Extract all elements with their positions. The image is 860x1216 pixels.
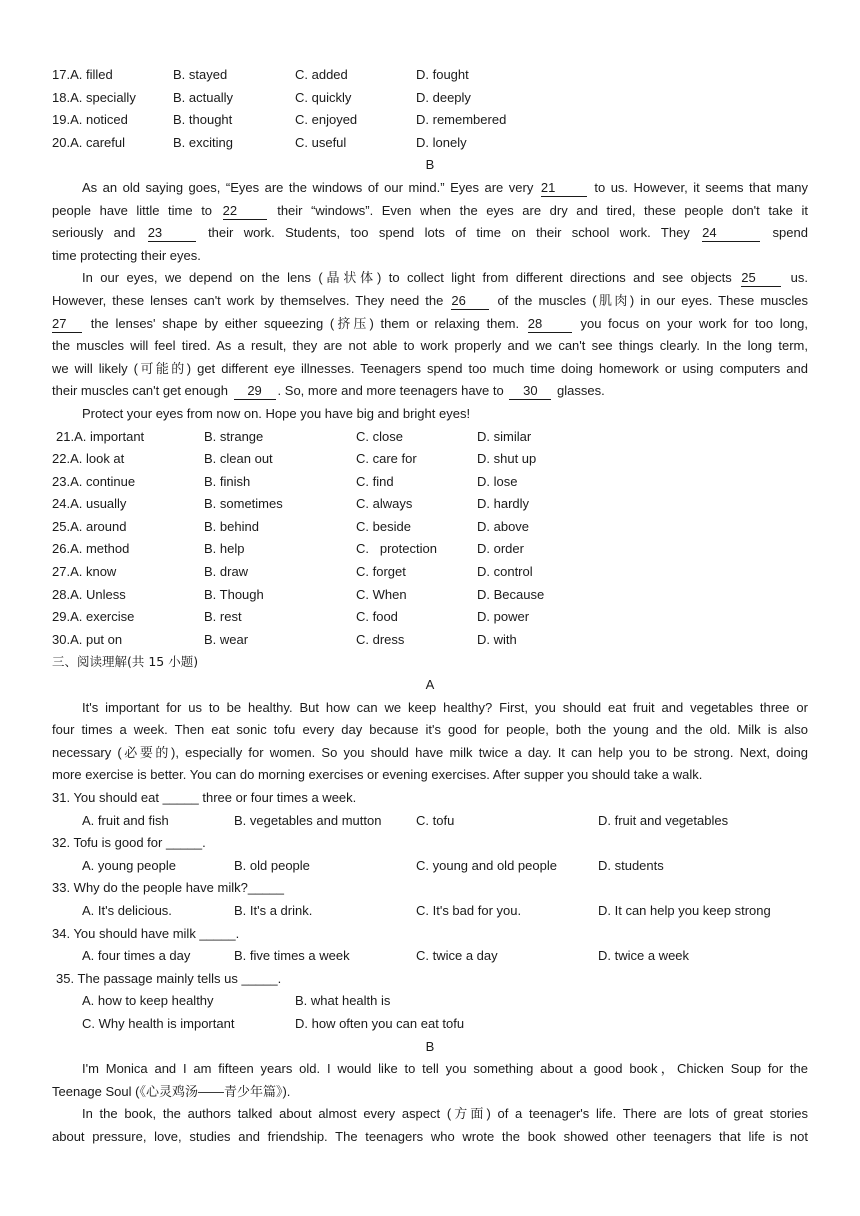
passage-line: about pressure, love, studies and friendship. The teenagers who wrote the book showed other teenagers that life is not [52,1128,808,1144]
passage-line: I'm Monica and I am fifteen years old. I would like to tell you something about a good book，Chicken Soup for the [82,1061,808,1077]
answer-blank: 24 [702,225,760,242]
option-row: 25.A. around B. behind C. beside D. above [52,518,530,534]
passage-line: However, these lenses can't work by themselves. They need the 26 of the muscles (肌肉) in our eyes. These muscles [52,292,808,308]
answer-blank: 25 [741,270,781,287]
passage-line: the muscles will feel tired. As a result, they are not able to work properly and we can't see things clearly. In the long term, [52,338,808,354]
passage-line: their muscles can't get enough 29 . So, more and more teenagers have to 30 glasses. [52,383,605,399]
passage-line: It's important for us to be healthy. But how can we keep healthy? First, you should eat fruit and vegetables three or [82,699,808,715]
passage-line: we will likely (可能的) get different eye illnesses. Teenagers spend too much time doing homework or using computers and [52,360,808,376]
passage-line: Teenage Soul (《心灵鸡汤——青少年篇》). [52,1083,291,1099]
passage-line: more exercise is better. You can do morning exercises or evening exercises. After supper you should take a walk. [52,767,703,783]
answer-blank: 28 [528,316,572,333]
option-row: A. fruit and fish B. vegetables and mutton C. tofu D. fruit and vegetables [82,812,729,828]
option-row: 20.A. careful B. exciting C. useful D. lonely [52,134,467,150]
option-row: A. young people B. old people C. young and old people D. students [82,857,664,873]
option-row: 24.A. usually B. sometimes C. always D. hardly [52,496,530,512]
answer-blank: 30 [509,383,551,400]
option-row: 18.A. specially B. actually C. quickly D. deeply [52,89,471,105]
answer-blank: 21 [541,180,587,197]
option-row: 19.A. noticed B. thought C. enjoyed D. remembered [52,112,507,128]
question: 32. Tofu is good for _____. [52,835,206,851]
answer-blank: 27 [52,316,82,333]
passage-line: time protecting their eyes. [52,247,201,263]
passage-line: Protect your eyes from now on. Hope you have big and bright eyes! [82,405,471,421]
option-row: A. It's delicious. B. It's a drink. C. It's bad for you. D. It can help you keep strong [82,902,771,918]
passage-line: As an old saying goes, “Eyes are the windows of our mind.” Eyes are very 21 to us. However, it seems that many [82,179,809,195]
exam-page [52,64,808,1149]
option-row: A. how to keep healthy B. what health is [82,993,391,1009]
question: 35. The passage mainly tells us _____. [56,970,282,986]
answer-blank: 23 [148,225,196,242]
passage-line: four times a week. Then eat sonic tofu every day because it's good for people, both the young and the old. Milk is also [52,722,808,738]
answer-blank: 22 [223,203,267,220]
option-row: 21.A. important B. strange C. close D. similar [56,428,532,444]
passage-label: B [425,157,435,173]
passage-line: 27 the lenses' shape by either squeezing (挤压) them or relaxing them. 28 you focus on your work for too long, [52,315,808,331]
option-row: C. Why health is important D. how often you can eat tofu [82,1015,465,1031]
option-row: 29.A. exercise B. rest C. food D. power [52,609,530,625]
passage-line: necessary (必要的), especially for women. So you should have milk twice a day. It can help you to be strong. Next, doing [52,744,808,760]
passage-line: In the book, the authors talked about almost every aspect (方面) of a teenager's life. There are lots of great stories [82,1106,808,1122]
answer-blank: 26 [451,293,489,310]
option-row: 23.A. continue B. finish C. find D. lose [52,473,518,489]
option-row: 26.A. method B. help C. protection D. order [52,541,524,557]
passage-label: A [425,677,435,693]
question: 33. Why do the people have milk?_____ [52,880,284,896]
passage-line: seriously and 23 their work. Students, too spend lots of time on their school work. They 24 spend [52,225,808,241]
section-heading: 三、阅读理解(共 15 小题) [52,654,199,670]
question: 34. You should have milk _____. [52,925,240,941]
option-row: 28.A. Unless B. Though C. When D. Because [52,586,545,602]
option-row: 17.A. filled B. stayed C. added D. fought [52,67,469,82]
option-row: 22.A. look at B. clean out C. care for D. shut up [52,451,537,467]
option-row: A. four times a day B. five times a week C. twice a day D. twice a week [82,948,690,964]
passage-line: In our eyes, we depend on the lens (晶状体) to collect light from different directions and see objects 25 us. [82,270,808,286]
passage-line: people have little time to 22 their “windows”. Even when the eyes are dry and tired, these people don't take it [52,202,808,218]
question: 31. You should eat _____ three or four times a week. [52,790,357,805]
option-row: 30.A. put on B. wear C. dress D. with [52,631,517,647]
passage-label: B [425,1038,435,1054]
option-row: 27.A. know B. draw C. forget D. control [52,564,533,580]
answer-blank: 29 [234,383,276,400]
